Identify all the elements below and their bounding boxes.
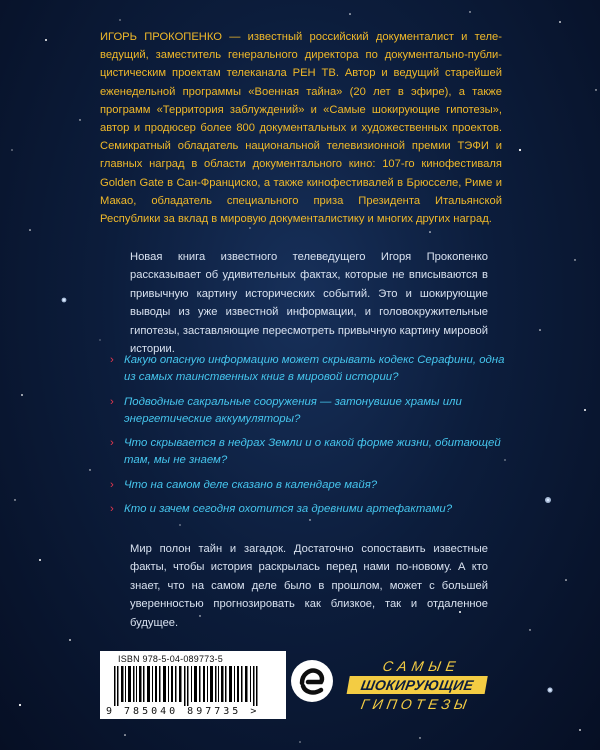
bullet-icon: › (110, 354, 114, 366)
teaser-question: › Что скрывается в недрах Земли и о какой форме жизни, обитающей там, мы не знаем? (110, 437, 501, 466)
author-bio-text: — известный российский документалист и телеведущий, заместитель генерального директора по документально-публицистическим проектам телеканала РЕН ТВ. Автор и ведущий старейшей еженедельной программы «Военная тайна» (20 лет в эфире), а также программ «Территория заблуждений» и «Самые шокирующие гипотезы», автор и продюсер более 800 документальных и художественных проектов. Семикратный обладатель национальной телевизионной премии ТЭФИ и главных наград в области документального кино: 107-го кинофестиваля Golden Gate в Сан-Франциско, а также кинофестивалей в Брюсселе, Риме и Макао, обладатель специального приза Президента Итальянской Республики за вклад в мировую документалистику и многих других наград. (100, 31, 503, 226)
teaser-question: › Кто и зачем сегодня охотится за древними артефактами? (110, 501, 510, 518)
bullet-icon: › (110, 503, 114, 515)
barcode-icon (114, 666, 274, 706)
closing-paragraph: Мир полон тайн и загадок. Достаточно сопоставить известные факты, чтобы история раскрылась перед нами по-новому. А кто знает, что на самом деле было в прошлом, может с большей уверенностью прогнозировать как близкое, так и отдаленное будущее. (130, 543, 488, 629)
series-title-line3: ГИПОТЕЗЫ (359, 696, 472, 712)
series-logo (343, 658, 491, 714)
series-title-line1: САМЫЕ (381, 658, 462, 674)
series-title-line2: ШОКИРУЮЩИЕ (347, 676, 488, 694)
bullet-icon: › (110, 395, 114, 408)
barcode-number: 9 785040 897735 > (106, 706, 260, 717)
bullet-icon: › (110, 437, 114, 449)
bullet-icon: › (110, 478, 114, 491)
isbn-barcode-block (100, 651, 286, 719)
publisher-logo (291, 660, 333, 702)
book-intro-paragraph: Новая книга известного телеведущего Игоря Прокопенко рассказывает об удивительных фактах, которые не вписываются в привычную картину исторических событий. Это и шокирующие выводы из уже известной информации, и головокружительные гипотезы, заставляющие пересмотреть привычную картину мировой истории. (130, 251, 488, 356)
eksmo-e-logo-icon (291, 660, 333, 702)
teaser-question: › Подводные сакральные сооружения — затонувшие храмы или энергетические аккумуляторы? (110, 395, 462, 425)
author-bio (100, 28, 502, 228)
author-name: ИГОРЬ ПРОКОПЕНКО (100, 31, 222, 43)
teaser-question: › Какую опасную информацию может скрывать кодекс Серафини, одна из самых таинственных книг в мировой истории? (110, 354, 505, 383)
isbn-label: ISBN 978-5-04-089773-5 (118, 654, 223, 664)
teaser-questions-list (110, 352, 510, 526)
teaser-question: › Что на самом деле сказано в календаре майя? (110, 477, 510, 494)
